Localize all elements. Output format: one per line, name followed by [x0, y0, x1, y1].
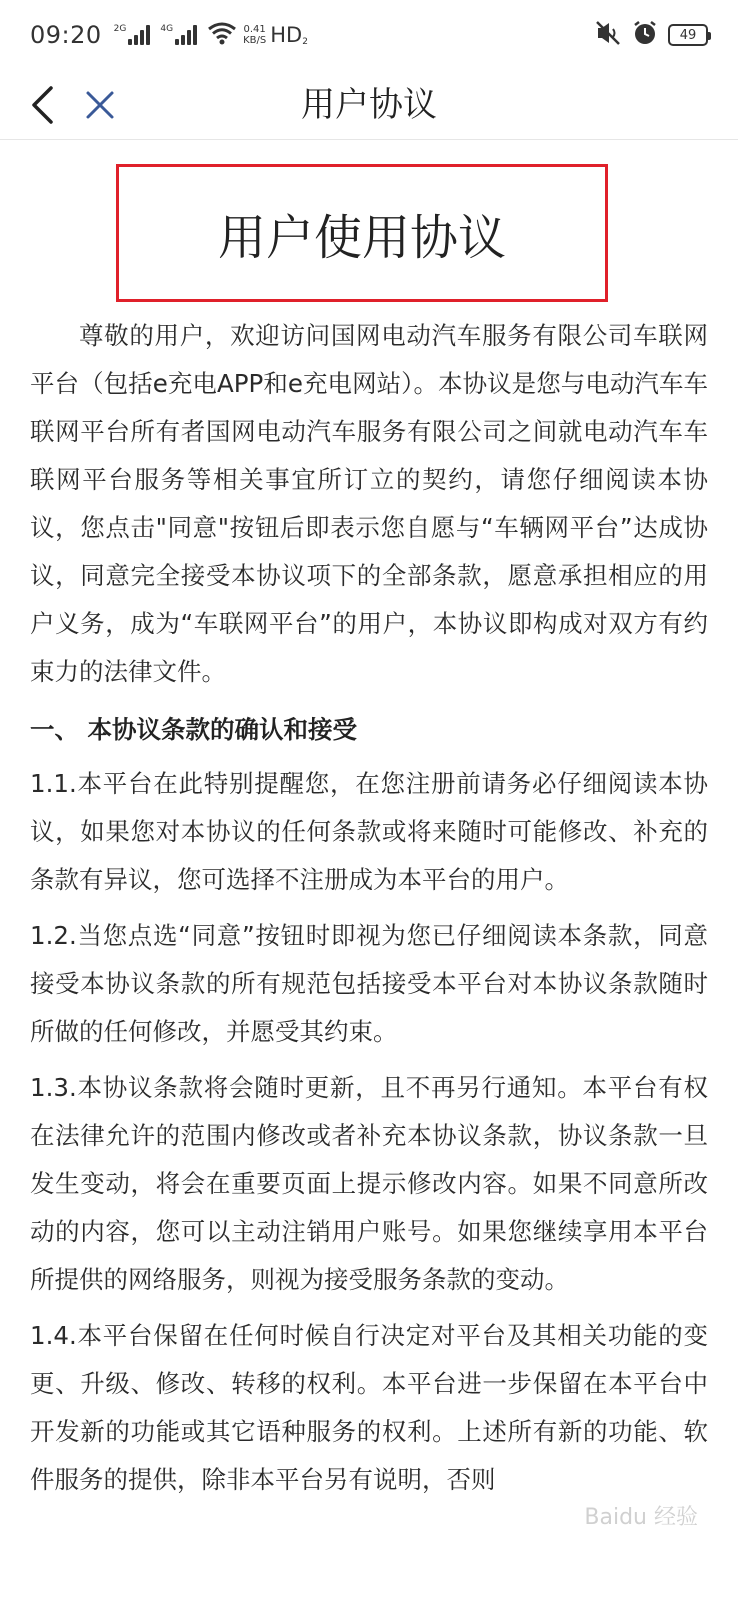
baidu-watermark: Baidu 经验 [584, 1505, 698, 1530]
signal-icon [160, 25, 197, 45]
status-right-group [594, 20, 708, 50]
hd-indicator [270, 23, 308, 47]
alarm-icon [632, 20, 658, 50]
speed-unit: KB/S [243, 35, 267, 46]
clause-paragraph: 1.1.本平台在此特别提醒您，在您注册前请务必仔细阅读本协议，如果您对本协议的任何条款或将来随时可能修改、补充的条款有异议，您可选择不注册成为本平台的用户。 [30, 769, 708, 894]
battery-level: 49 [679, 27, 697, 43]
clause-paragraph: 1.2.当您点选“同意”按钮时即视为您已仔细阅读本条款，同意接受本协议条款的所有规范包括接受本平台对本协议条款随时所做的任何修改，并愿受其约束。 [30, 921, 708, 1046]
clause-paragraph: 1.3.本协议条款将会随时更新，且不再另行通知。本平台有权在法律允许的范围内修改或者补充本协议条款，协议条款一旦发生变动，将会在重要页面上提示修改内容。如果不同意所改动的内容，您可以主动注销用户账号。如果您继续享用本平台所提供的网络服务，则视为接受服务条款的变动。 [30, 1073, 708, 1294]
status-time: 09:20 [30, 21, 102, 49]
network-speed [243, 24, 266, 46]
section-heading: 一、 本协议条款的确认和接受 [30, 715, 358, 744]
page-title: 用户协议 [301, 85, 437, 125]
back-arrow-icon[interactable] [22, 80, 62, 130]
document-title: 用户使用协议 [116, 164, 608, 302]
mute-icon [594, 20, 622, 50]
agreement-content [0, 140, 738, 1512]
intro-paragraph: 尊敬的用户，欢迎访问国网电动汽车服务有限公司车联网平台（包括e充电APP和e充电网站）。本协议是您与电动汽车车联网平台所有者国网电动汽车服务有限公司之间就电动汽车车联网平台服务等相关事宜所订立的契约，请您仔细阅读本协议，您点击"同意"按钮后即表示您自愿与“车辆网平台”达成协议，同意完全接受本协议项下的全部条款，愿意承担相应的用户义务，成为“车联网平台”的用户，本协议即构成对双方有约束力的法律文件。 [30, 321, 708, 686]
signal-type-label: 2G [113, 24, 127, 34]
wifi-icon [207, 21, 237, 49]
close-icon[interactable] [78, 80, 122, 130]
signal-type-label: 4G [160, 24, 174, 34]
battery-icon [668, 24, 708, 46]
signal-icon [114, 25, 151, 45]
clause-paragraph: 1.4.本平台保留在任何时候自行决定对平台及其相关功能的变更、升级、修改、转移的权利。本平台进一步保留在本平台中开发新的功能或其它语种服务的权利。上述所有新的功能、软件服务的提供，除非本平台另有说明，否则 [30, 1321, 708, 1494]
status-bar [0, 0, 738, 70]
hd-label: HD [270, 23, 303, 47]
nav-bar [0, 70, 738, 140]
speed-value: 0.41 [243, 24, 266, 35]
hd-sub: 2 [302, 37, 308, 47]
